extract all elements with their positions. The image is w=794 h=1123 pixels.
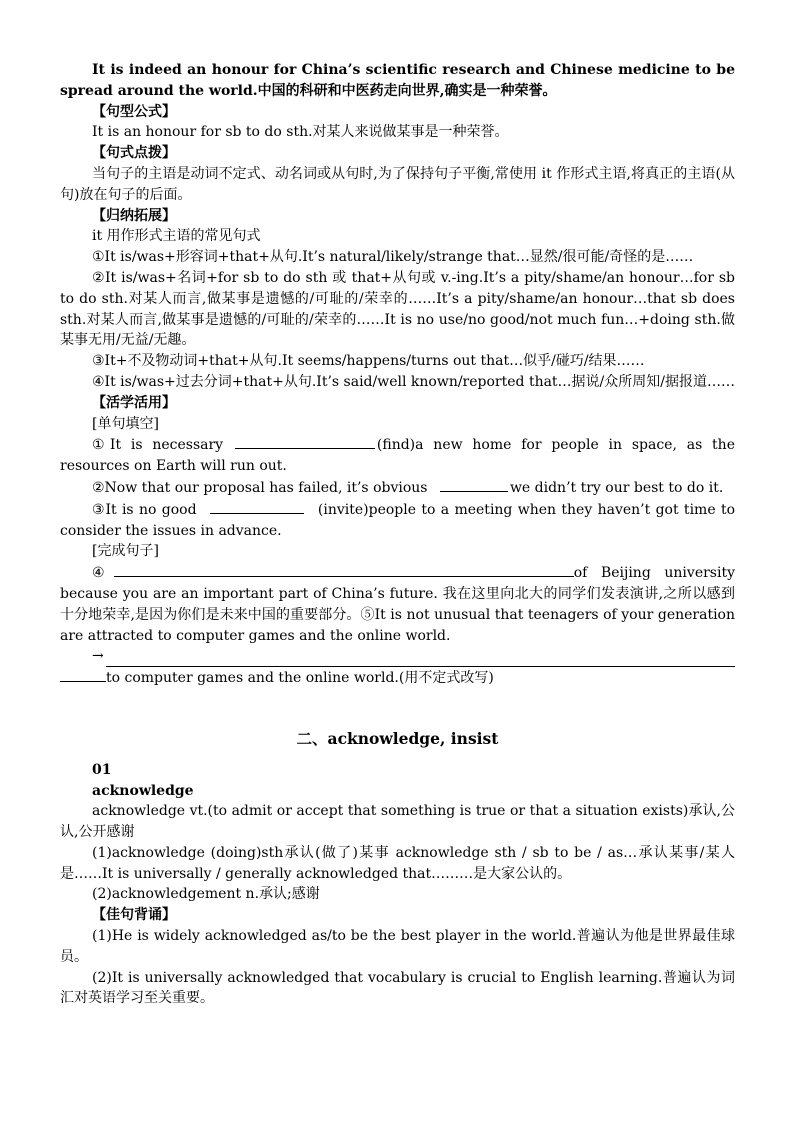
answer-blank-4[interactable] xyxy=(114,562,574,577)
intro-sentence-cn: 中国的科研和中医药走向世界,确实是一种荣誉。 xyxy=(257,82,557,99)
formula-text: It is an honour for sb to do sth.对某人来说做某事是一种荣誉。 xyxy=(92,124,509,141)
question-2-end: we didn’t try our best to do it. xyxy=(509,479,724,496)
good-sentences-heading: 【佳句背诵】 xyxy=(92,907,176,924)
question-3 xyxy=(60,499,735,542)
arrow-icon: → xyxy=(92,648,104,665)
expand-item-4: ④It is/was+过去分词+that+从句.It’s said/well known/reported that…据说/众所周知/据报道…… xyxy=(92,373,735,390)
expand-intro: it 用作形式主语的常见句式 xyxy=(92,228,261,245)
usage-1: (1)acknowledge (doing)sth承认(做了)某事 acknowledge sth / sb to be / as…承认某事/某人是……It is universally / generally acknowledged that………是大家公认的。 xyxy=(60,844,735,882)
fill-heading: [单句填空] xyxy=(92,415,159,432)
tips-heading: 【句式点拨】 xyxy=(92,145,176,162)
formula-heading: 【句型公式】 xyxy=(92,103,176,120)
question-1 xyxy=(60,434,735,477)
word-definition: acknowledge vt.(to admit or accept that something is true or that a situation exists)承认,公认,公开感谢 xyxy=(60,803,735,841)
good-sentence-2: (2)It is universally acknowledged that vocabulary is crucial to English learning.普遍认为词汇对英语学习至关重要。 xyxy=(60,969,735,1007)
answer-blank-1[interactable] xyxy=(235,434,375,449)
question-5-tail xyxy=(60,667,735,689)
answer-blank-2[interactable] xyxy=(440,477,508,492)
question-3-start: ③It is no good xyxy=(92,501,197,518)
document-page xyxy=(60,60,735,1009)
expand-item-3: ③It+不及物动词+that+从句.It seems/happens/turns out that…似乎/碰巧/结果…… xyxy=(92,353,645,370)
expand-item-1: ①It is/was+形容词+that+从句.It’s natural/likely/strange that…显然/很可能/奇怪的是…… xyxy=(92,249,694,266)
practice-heading: 【活学活用】 xyxy=(92,394,176,411)
tips-text: 当句子的主语是动词不定式、动名词或从句时,为了保持句子平衡,常使用 it 作形式主语,将真正的主语(从句)放在句子的后面。 xyxy=(60,165,735,203)
question-4-end: of Beijing university because you are an important part of China’s future. 我在这里向北大的同学们发表演讲,之所以感到十分地荣幸,是因为你们是未来中国的重要部分。⑤It is not unusual that teenagers of your generation are attracted to computer games and the online world. xyxy=(60,565,735,644)
good-sentence-1: (1)He is widely acknowledged as/to be the best player in the world.普遍认为他是世界最佳球员。 xyxy=(60,928,735,965)
question-3-end: (invite)people to a meeting when they haven’t got time to consider the issues in advance. xyxy=(60,501,736,539)
question-2 xyxy=(60,477,735,499)
question-4-number: ④ xyxy=(92,565,114,582)
expand-item-2: ②It is/was+名词+for sb to do sth 或 that+从句或 v.-ing.It’s a pity/shame/an honour…for sb to do sth.对某人而言,做某事是遗憾的/可耻的/荣幸的……It’s a pity/shame/an honour…that sb does sth.对某人而言,做某事是遗憾的/可耻的/荣幸的……It is no use/no good/not much fun…+doing sth.做某事无用/无益/无趣。 xyxy=(60,269,735,349)
question-2-start: ②Now that our proposal has failed, it’s obvious xyxy=(92,479,428,496)
usage-2: (2)acknowledgement n.承认;感谢 xyxy=(92,886,320,903)
intro-sentence xyxy=(60,60,735,102)
answer-blank-5b[interactable] xyxy=(60,667,106,682)
question-1-end: (find)a new home for people in space, as the resources on Earth will run out. xyxy=(60,437,735,475)
word-heading: acknowledge xyxy=(92,782,194,799)
section-title: 二、acknowledge, insist xyxy=(296,728,499,748)
question-5-line xyxy=(60,646,735,667)
answer-blank-5[interactable] xyxy=(106,652,735,667)
question-5-tail-text: to computer games and the online world.(用不定式改写) xyxy=(106,670,494,687)
question-4 xyxy=(60,562,735,646)
section-number: 01 xyxy=(92,761,112,778)
expand-heading: 【归纳拓展】 xyxy=(92,207,176,224)
intro-sentence-en: It is indeed an honour for China’s scientific research and Chinese medicine to be spread around the world. xyxy=(60,62,735,99)
answer-blank-3[interactable] xyxy=(210,499,304,514)
complete-heading: [完成句子] xyxy=(92,543,159,560)
question-1-start: ①It is necessary xyxy=(92,437,224,454)
